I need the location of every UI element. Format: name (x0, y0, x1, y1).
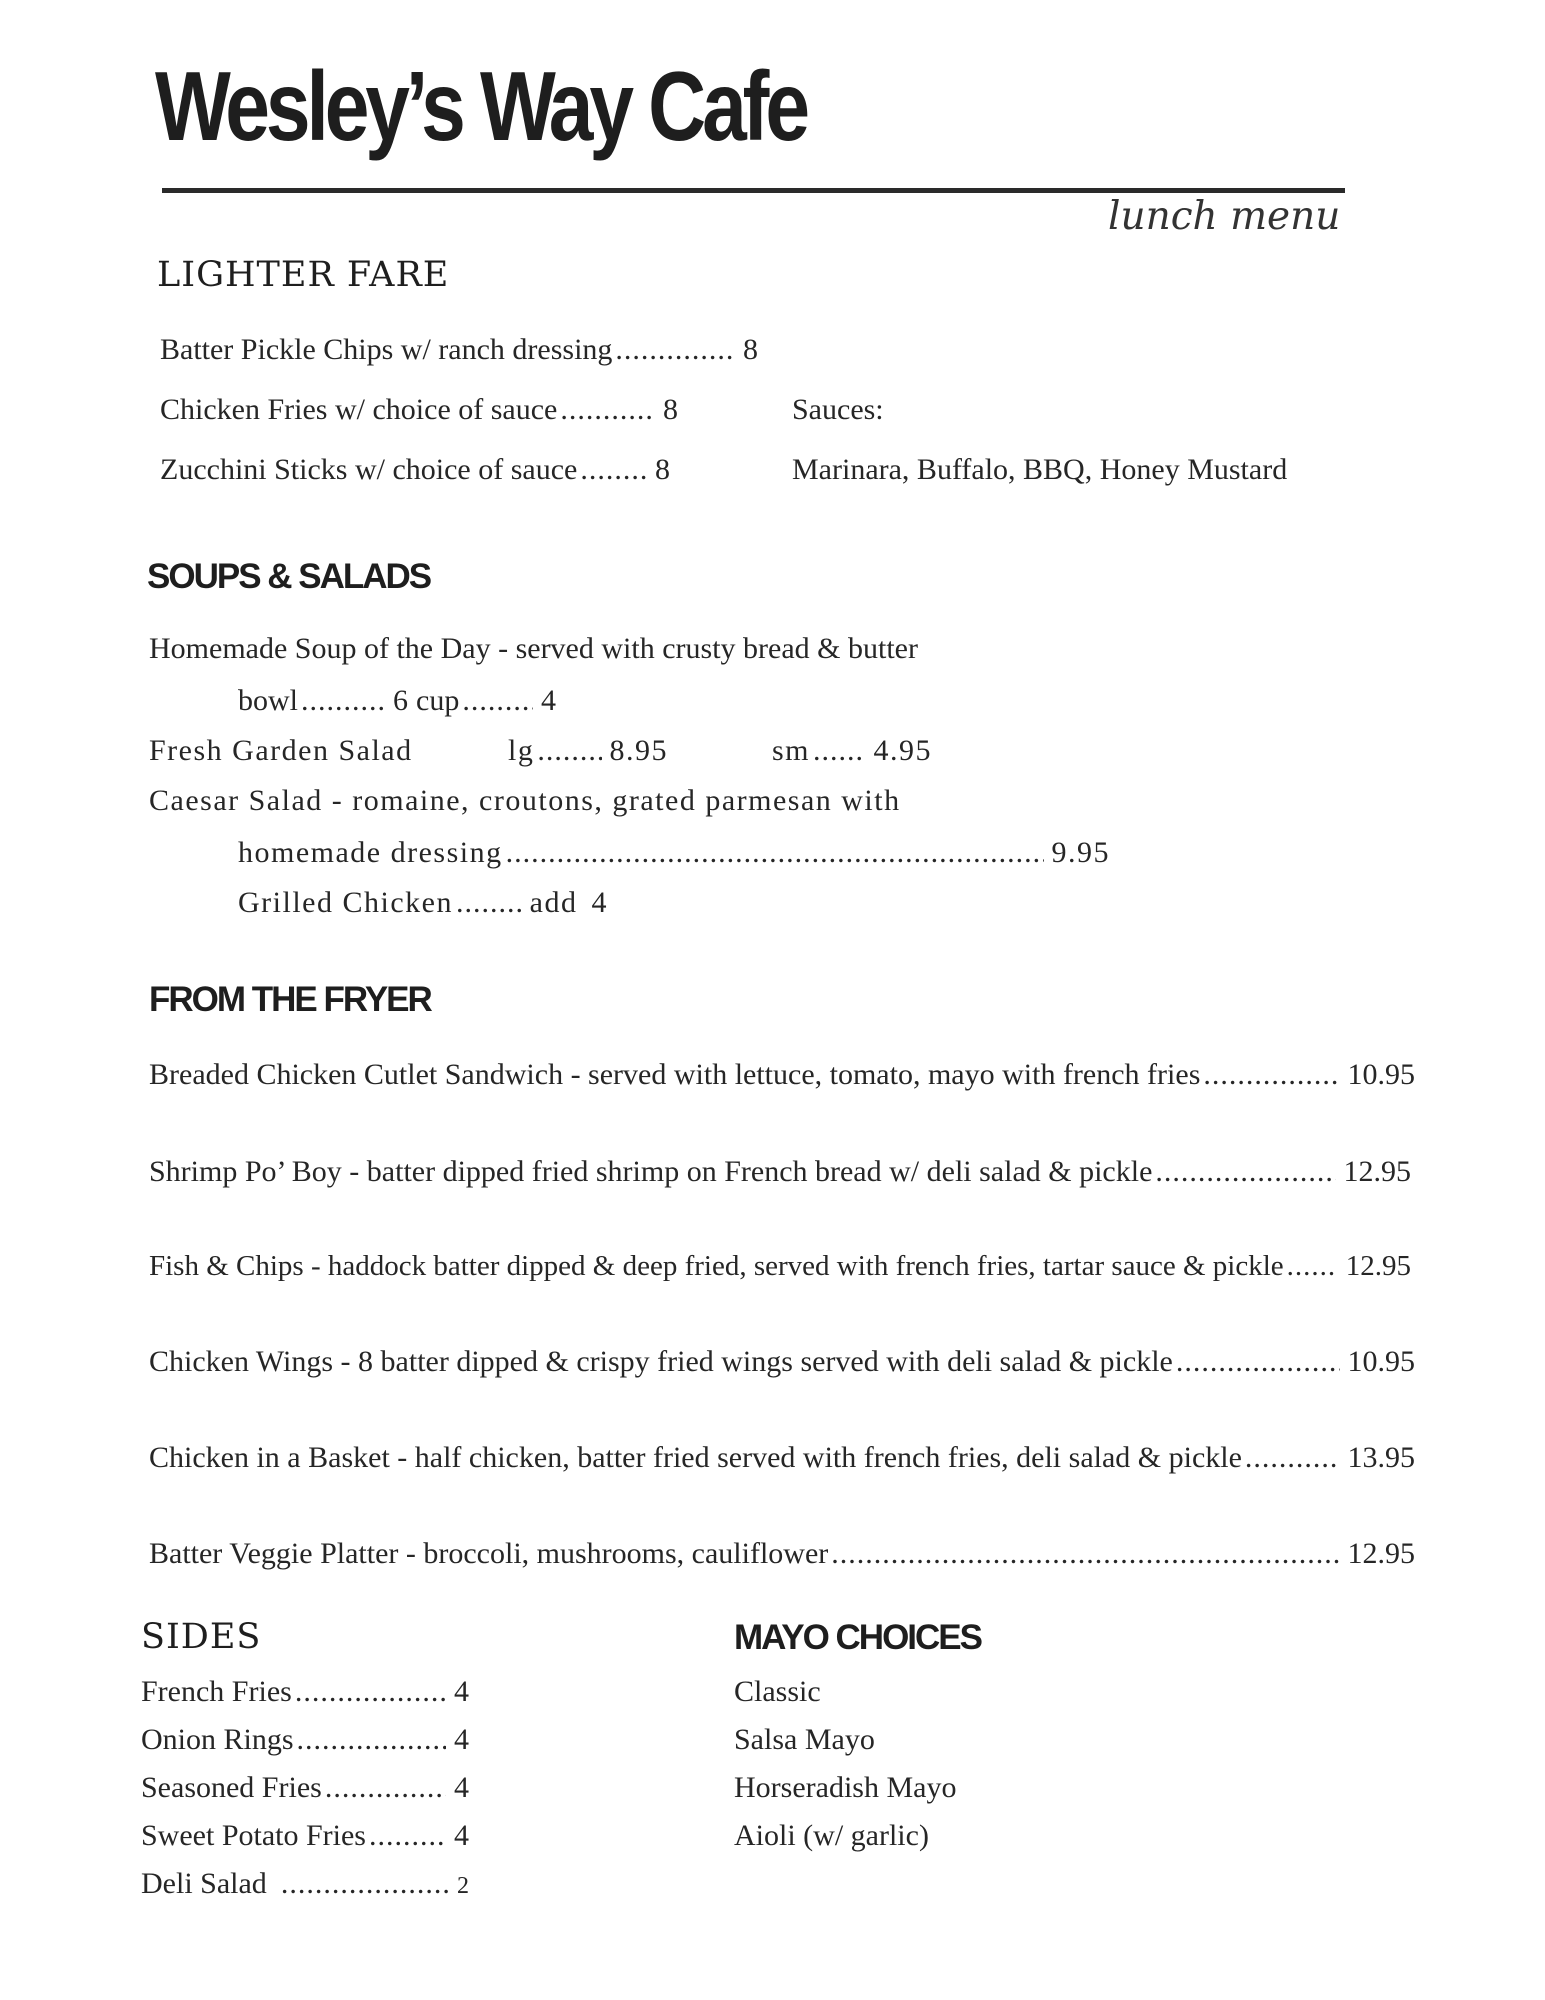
mayo-item: Horseradish Mayo (734, 1771, 957, 1804)
item-price: 10.95 (1347, 1345, 1415, 1378)
leader-dots (462, 684, 533, 718)
soup-cup-option (416, 684, 556, 718)
sauces-list: Marinara, Buffalo, BBQ, Honey Mustard (792, 453, 1288, 486)
cup-price: 4 (541, 684, 556, 717)
lighter-fare-item (160, 453, 670, 487)
item-price: 12.95 (1347, 1537, 1415, 1570)
addon-price: 4 (591, 886, 608, 919)
caesar-salad-desc: Caesar Salad - romaine, croutons, grated parmesan with (149, 784, 901, 817)
item-name: Shrimp Po’ Boy - batter dipped fried shrimp on French bread w/ deli salad & pickle (149, 1155, 1153, 1188)
small-label: sm (772, 734, 811, 767)
item-name: Chicken Fries w/ choice of sauce (160, 393, 558, 426)
item-price: 4 (454, 1819, 469, 1852)
bowl-label: bowl (238, 684, 298, 717)
item-price: 12.95 (1345, 1250, 1411, 1282)
leader-dots (506, 836, 1044, 870)
leader-dots (456, 886, 522, 920)
caesar-salad-dressing (238, 836, 1110, 870)
sauces-label: Sauces: (792, 393, 884, 426)
item-price: 8 (655, 453, 670, 486)
item-price: 8 (663, 393, 678, 426)
side-item (141, 1675, 469, 1709)
side-item (141, 1867, 469, 1901)
leader-dots (831, 1537, 1339, 1571)
fryer-item (149, 1537, 1415, 1571)
leader-dots (1176, 1345, 1340, 1379)
item-name: Fish & Chips - haddock batter dipped & deep fried, served with french fries, tartar sauce & pickle (149, 1250, 1284, 1282)
side-item (141, 1723, 469, 1757)
garden-salad-small (772, 734, 932, 768)
item-price: 13.95 (1347, 1441, 1415, 1474)
item-price: 2 (457, 1873, 469, 1899)
bowl-price: 6 (393, 684, 408, 717)
title-divider (162, 188, 1345, 193)
item-price: 4 (454, 1771, 469, 1804)
large-label: lg (508, 734, 535, 767)
leader-dots (325, 1771, 446, 1805)
leader-dots (615, 333, 735, 367)
item-name: Sweet Potato Fries (141, 1819, 366, 1852)
soup-bowl-option (238, 684, 408, 718)
addon-label: Grilled Chicken (238, 886, 453, 919)
menu-subtitle: lunch menu (1108, 194, 1341, 239)
item-name: Batter Veggie Platter - broccoli, mushrooms, cauliflower (149, 1537, 829, 1570)
garden-salad-name: Fresh Garden Salad (149, 734, 413, 767)
mayo-item: Salsa Mayo (734, 1723, 875, 1756)
fryer-item (149, 1250, 1411, 1283)
item-price: 12.95 (1343, 1155, 1411, 1188)
item-name: Chicken Wings - 8 batter dipped & crispy fried wings served with deli salad & pickle (149, 1345, 1173, 1378)
item-name: Chicken in a Basket - half chicken, batter fried served with french fries, deli salad & pickle (149, 1441, 1242, 1474)
item-price: 8 (743, 333, 758, 366)
side-item (141, 1771, 469, 1805)
mayo-heading: MAYO CHOICES (734, 1618, 981, 1657)
item-price: 10.95 (1347, 1058, 1415, 1091)
item-name: Breaded Chicken Cutlet Sandwich - served with lettuce, tomato, mayo with french fries (149, 1058, 1201, 1091)
item-name: Zucchini Sticks w/ choice of sauce (160, 453, 578, 486)
item-price: 4 (454, 1675, 469, 1708)
side-item (141, 1819, 469, 1853)
leader-dots (560, 393, 655, 427)
cup-label: cup (416, 684, 460, 717)
leader-dots (1203, 1058, 1339, 1092)
leader-dots (1155, 1155, 1335, 1189)
leader-dots (295, 1675, 446, 1709)
fryer-item (149, 1441, 1415, 1475)
item-name: Seasoned Fries (141, 1771, 322, 1804)
small-price: 4.95 (873, 734, 932, 767)
leader-dots (537, 734, 601, 768)
garden-salad-large (508, 734, 668, 768)
lighter-fare-item (160, 393, 678, 427)
fryer-item (149, 1345, 1415, 1379)
soup-of-day: Homemade Soup of the Day - served with crusty bread & butter (149, 632, 918, 665)
item-name: Onion Rings (141, 1723, 294, 1756)
fryer-item (149, 1058, 1415, 1092)
leader-dots (297, 1723, 446, 1757)
leader-dots (813, 734, 865, 768)
dressing-label: homemade dressing (238, 836, 503, 869)
mayo-item: Classic (734, 1675, 821, 1708)
leader-dots (1287, 1250, 1338, 1283)
mayo-item: Aioli (w/ garlic) (734, 1819, 929, 1852)
leader-dots (369, 1819, 446, 1853)
large-price: 8.95 (609, 734, 668, 767)
lighter-fare-item (160, 333, 758, 367)
grilled-chicken-addon (238, 886, 608, 920)
leader-dots (580, 453, 647, 487)
leader-dots (281, 1867, 449, 1901)
leader-dots (1245, 1441, 1340, 1475)
caesar-price: 9.95 (1051, 836, 1110, 869)
cafe-title: Wesley’s Way Cafe (155, 51, 806, 161)
fryer-heading: FROM THE FRYER (149, 980, 431, 1019)
leader-dots (301, 684, 385, 718)
sides-heading: SIDES (141, 1617, 262, 1657)
fryer-item (149, 1155, 1411, 1189)
item-name: French Fries (141, 1675, 292, 1708)
item-name: Deli Salad (141, 1867, 267, 1900)
lighter-fare-heading: LIGHTER FARE (157, 255, 450, 295)
item-name: Batter Pickle Chips w/ ranch dressing (160, 333, 613, 366)
soups-salads-heading: SOUPS & SALADS (147, 557, 431, 596)
addon-add: add (529, 886, 578, 919)
item-price: 4 (454, 1723, 469, 1756)
